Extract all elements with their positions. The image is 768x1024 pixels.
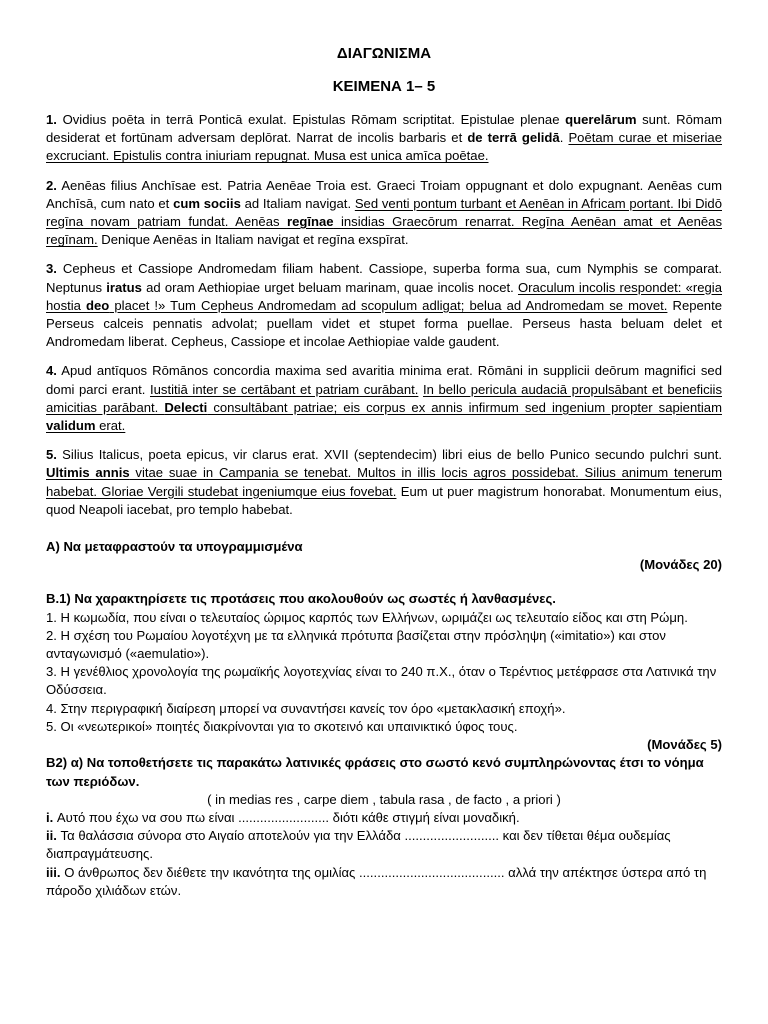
text-run: ad oram Aethiopiae urget beluam marinam, quae incolis nocet. <box>141 279 518 295</box>
underlined-phrase: erat. <box>95 418 126 434</box>
underlined-phrase: Oraculum incolis respondet: «regia hostia <box>46 279 722 313</box>
section-b1-heading: Β.1) Να χαρακτηρίσετε τις προτάσεις που ακολουθούν ως σωστές ή λανθασμένες. <box>46 591 556 607</box>
text-run: ad Italiam navigat. <box>240 195 355 211</box>
text-paragraph-1 <box>46 111 722 166</box>
exercise-text: Ο άνθρωπος δεν διέθετε την ικανότητα της ομιλίας ........................................ αλλά την απέκτησε ύστερα από τη πάροδο χιλιάδων ετών. <box>46 864 707 898</box>
b1-statement: 4. Στην περιγραφική διαίρεση μπορεί να συναντήσει κανείς τον όρο «μετακλασική εποχή». <box>46 700 566 716</box>
underlined-phrase: regīnae <box>286 214 334 230</box>
bold-phrase: cum sociis <box>173 195 241 211</box>
text-paragraph-5 <box>46 446 722 519</box>
page-subtitle: ΚΕΙΜΕΝΑ 1– 5 <box>332 78 436 95</box>
underlined-phrase: Ultimis annis <box>46 465 130 481</box>
section-b1-points: (Μονάδες 5) <box>647 737 722 753</box>
b1-statement: 5. Οι «νεωτερικοί» ποιητές διακρίνονται για το σκοτεινό και υπαινικτικό ύφος τους. <box>46 718 518 734</box>
text-paragraph-2 <box>46 177 722 250</box>
section-a-points: (Μονάδες 20) <box>639 557 722 573</box>
section-a-heading: Α) Να μεταφραστούν τα υπογραμμισμένα <box>46 539 303 555</box>
bold-phrase: de terrā gelidā <box>467 130 560 146</box>
exercise-text: Αυτό που έχω να σου πω είναι ......................... διότι κάθε στιγμή είναι μοναδική. <box>53 809 520 825</box>
underlined-phrase: insidias Graecōrum renarrat. Regīna Aenēan amat et Aenēas regīnam. <box>46 214 722 248</box>
text-run: Eum ut puer magistrum honorabat. Monumentum eius, quod Neapoli iacebat, pro templo habebat. <box>46 483 722 517</box>
text-run: sunt. Rōmam desiderat et fortūnam adversam deplōrat. Narrat de incolis barbaris et <box>46 112 723 146</box>
underlined-phrase: Poētam curae et miseriae excruciant. Epistulis contra iniuriam repugnat. Musa est unica amīca poētae. <box>46 130 722 164</box>
text-paragraph-4 <box>46 362 722 435</box>
paragraph-number: 5. <box>46 447 57 463</box>
paragraph-number: 4. <box>46 363 57 379</box>
underlined-phrase: In bello pericula audaciā propulsābant et beneficiis amicitias parābant. <box>46 381 722 415</box>
section-b2-heading: Β2) α) Να τοποθετήσετε τις παρακάτω λατινικές φράσεις στο σωστό κενό συμπληρώνοντας έτσι το νόημα των περιόδων. <box>46 755 704 789</box>
b1-statement: 1. Η κωμωδία, που είναι ο τελευταίος ώριμος καρπός των Ελλήνων, ωριμάζει ως τελευταίο είδος και στη Ρώμη. <box>46 609 688 625</box>
underlined-phrase: validum <box>46 418 96 434</box>
underlined-phrase: placet !» Tum Cepheus Andromedam ad scopulum adligat; belua ad Andromedam se movet. <box>109 297 668 313</box>
text-run: Ovidius poēta in terrā Ponticā exulat. Epistulas Rōmam scriptitat. Epistulae plenae <box>56 112 566 127</box>
underlined-phrase: vitae suae in Campania se tenebat. Multos in illis locis agros possidebat. Silius animum tenerum habebat. Gloriae Vergili studebat ingeniumque eius fovebat. <box>46 465 722 499</box>
bold-phrase: querelārum <box>565 112 637 127</box>
text-run: . <box>559 130 569 146</box>
exercise-number: i. <box>46 809 54 825</box>
page-title: ΔΙΑΓΩΝΙΣΜΑ <box>336 45 432 62</box>
text-run: Cepheus et Cassiope Andromedam filiam habent. Cassiope, superba forma sua, cum Nymphis se comparat. Neptunus <box>46 261 722 295</box>
underlined-phrase: Delecti <box>164 399 208 415</box>
text-run: Denique Aenēas in Italiam navigat et regīna exspīrat. <box>97 232 409 248</box>
latin-phrases-list: ( in medias res , carpe diem , tabula rasa , de facto , a priori ) <box>207 791 561 807</box>
paragraph-number: 1. <box>46 112 57 127</box>
exercise-text: Τα θαλάσσια σύνορα στο Αιγαίο αποτελούν για την Ελλάδα .......................... και δεν τίθεται θέμα ουδεμίας διαπραγμάτευσης. <box>46 828 671 862</box>
underlined-phrase: Sed venti pontum turbant et Aenēan in Africam portant. Ibi Didō regīna novam patriam fundat. Aenēas <box>46 195 722 230</box>
bold-phrase: iratus <box>106 279 142 295</box>
exercise-number: ii. <box>46 828 57 844</box>
b1-statement: 3. Η γενέθλιος χρονολογία της ρωμαϊκής λογοτεχνίας είναι το 240 π.Χ., όταν ο Τερέντιος μετέφρασε στα Λατινικά την Οδύσσεια. <box>46 664 717 698</box>
paragraph-number: 2. <box>46 177 57 193</box>
text-paragraph-3 <box>46 260 722 351</box>
text-run: Silius Italicus, poeta epicus, vir clarus erat. XVII (septendecim) libri eius de bello Punico secundo pulchri sunt. <box>56 447 722 463</box>
exam-page <box>46 44 722 900</box>
text-run: Aenēas filius Anchīsae est. Patria Aenēae Troia est. Graeci Troiam oppugnant et dolo expugnant. Aenēas cum Anchīsā, cum nato et <box>46 177 722 211</box>
text-run: Repente Perseus calceis pennatis advolat; puellam videt et stupet forma puellae. Perseus hasta beluam delet et Andromedam liberat. Cepheus, Cassiope et incolae Aethiopiae valde gaudent. <box>46 297 722 350</box>
paragraph-number: 3. <box>46 261 57 277</box>
underlined-phrase: deo <box>86 297 110 313</box>
fill-blank-exercise <box>46 827 722 863</box>
b1-statement: 2. Η σχέση του Ρωμαίου λογοτέχνη με τα ελληνικά πρότυπα βασίζεται στην πρόσληψη («imitatio») και στον ανταγωνισμό («aemulatio»). <box>46 627 666 662</box>
text-run: Apud antīquos Rōmānos concordia maxima sed avaritia minima erat. Rōmāni in supplicii deōrum magnifici sed domi parci erant. <box>46 363 722 397</box>
underlined-phrase: consultābant patriae; eis corpus ex annis infirmum sed ingenium propter sapientiam <box>207 399 722 415</box>
exercise-number: iii. <box>46 864 61 880</box>
fill-blank-exercise <box>46 864 722 900</box>
underlined-phrase: Iustitiā inter se certābant et patriam curābant. <box>149 381 419 397</box>
fill-blank-exercise <box>46 809 722 827</box>
